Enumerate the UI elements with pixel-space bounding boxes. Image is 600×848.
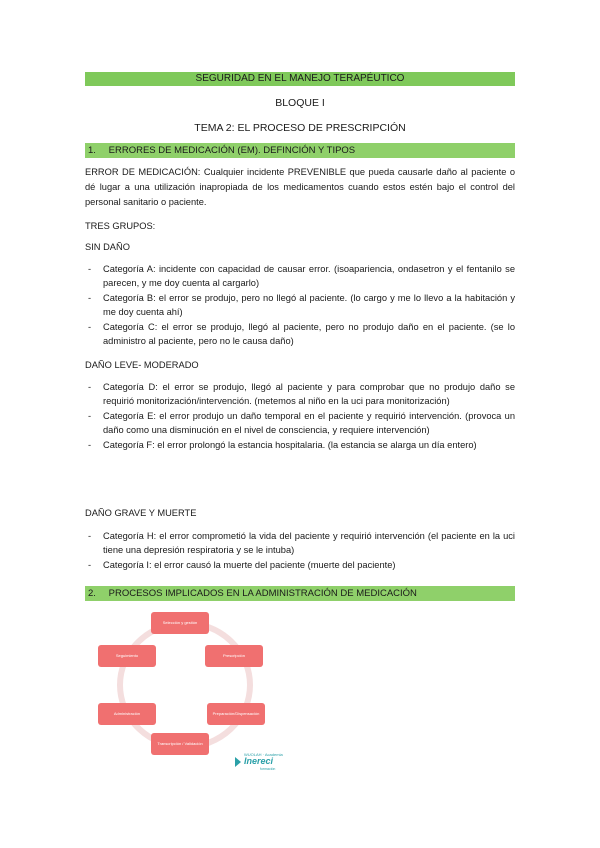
cycle-node: Preparación/Dispensación — [207, 703, 265, 725]
cycle-node: Selección y gestión — [151, 612, 209, 634]
section-2-title: PROCESOS IMPLICADOS EN LA ADMINISTRACIÓN DE MEDICACIÓN — [108, 588, 417, 599]
logo-mark-icon — [234, 756, 242, 768]
section-2-header — [85, 586, 515, 601]
list-item: - Categoría B: el error se produjo, pero no llegó al paciente. (lo cargo y me lo llevo a la habitación y me doy cuenta ahí) — [85, 292, 515, 319]
group-severe-harm-title: DAÑO GRAVE Y MUERTE — [85, 508, 197, 518]
list-item: - Categoría C: el error se produjo, llegó al paciente, pero no produjo daño en el paciente. (se lo administro al paciente, pero no le causa daño) — [85, 321, 515, 348]
group-severe-harm-list — [85, 530, 515, 575]
groups-label: TRES GRUPOS: — [85, 221, 156, 231]
cycle-node: Seguimiento — [98, 645, 156, 667]
list-item: - Categoría E: el error produjo un daño temporal en el paciente y requirió intervención. (provoca un daño como una disminución en el nivel de consciencia, y requiere intervención) — [85, 410, 515, 437]
group-mild-harm-title: DAÑO LEVE- MODERADO — [85, 360, 199, 370]
logo-top-text: WUOLAH · Academia — [244, 752, 283, 757]
cycle-node: Prescripción — [205, 645, 263, 667]
list-item: - Categoría D: el error se produjo, llegó al paciente y para comprobar que no produjo daño se requirió monitorización/intervención. (metemos al niño en la uci para monitorización) — [85, 381, 515, 408]
group-mild-harm-list — [85, 381, 515, 455]
topic-heading: TEMA 2: EL PROCESO DE PRESCRIPCIÓN — [194, 122, 406, 134]
section-1-number: 1. — [88, 145, 96, 156]
block-heading: BLOQUE I — [275, 97, 325, 109]
list-item: - Categoría F: el error prolongó la estancia hospitalaria. (la estancia se alarga un día entero) — [85, 439, 515, 453]
logo-sub-text: formación — [260, 767, 276, 771]
document-title: SEGURIDAD EN EL MANEJO TERAPÉUTICO — [195, 73, 405, 84]
group-no-harm-title: SIN DAÑO — [85, 242, 130, 252]
section-2-number: 2. — [88, 588, 96, 599]
cycle-node: Administración — [98, 703, 156, 725]
publisher-logo — [234, 752, 283, 772]
list-item: - Categoría A: incidente con capacidad de causar error. (isoapariencia, ondasetron y el fentanilo se parecen, y me doy cuenta al cargarlo) — [85, 263, 515, 290]
list-item: - Categoría H: el error comprometió la vida del paciente y requirió intervención (el paciente en la uci tiene una depresión respiratoria y se le intuba) — [85, 530, 515, 557]
error-definition: ERROR DE MEDICACIÓN: Cualquier incidente PREVENIBLE que pueda causarle daño al paciente o dé lugar a una utilización inapropiada de los medicamentos cuando estos estén bajo el control del personal sanitario o paciente. — [85, 167, 515, 207]
medication-process-cycle — [95, 605, 275, 775]
section-1-header — [85, 143, 515, 158]
logo-brand-text: Inereci — [244, 756, 274, 766]
group-no-harm-list — [85, 263, 515, 351]
cycle-node: Transcripción / Validación — [151, 733, 209, 755]
list-item: - Categoría I: el error causó la muerte del paciente (muerte del paciente) — [85, 559, 515, 573]
section-1-title: ERRORES DE MEDICACIÓN (EM). DEFINCIÓN Y TIPOS — [108, 145, 356, 156]
document-title-band — [85, 72, 515, 86]
